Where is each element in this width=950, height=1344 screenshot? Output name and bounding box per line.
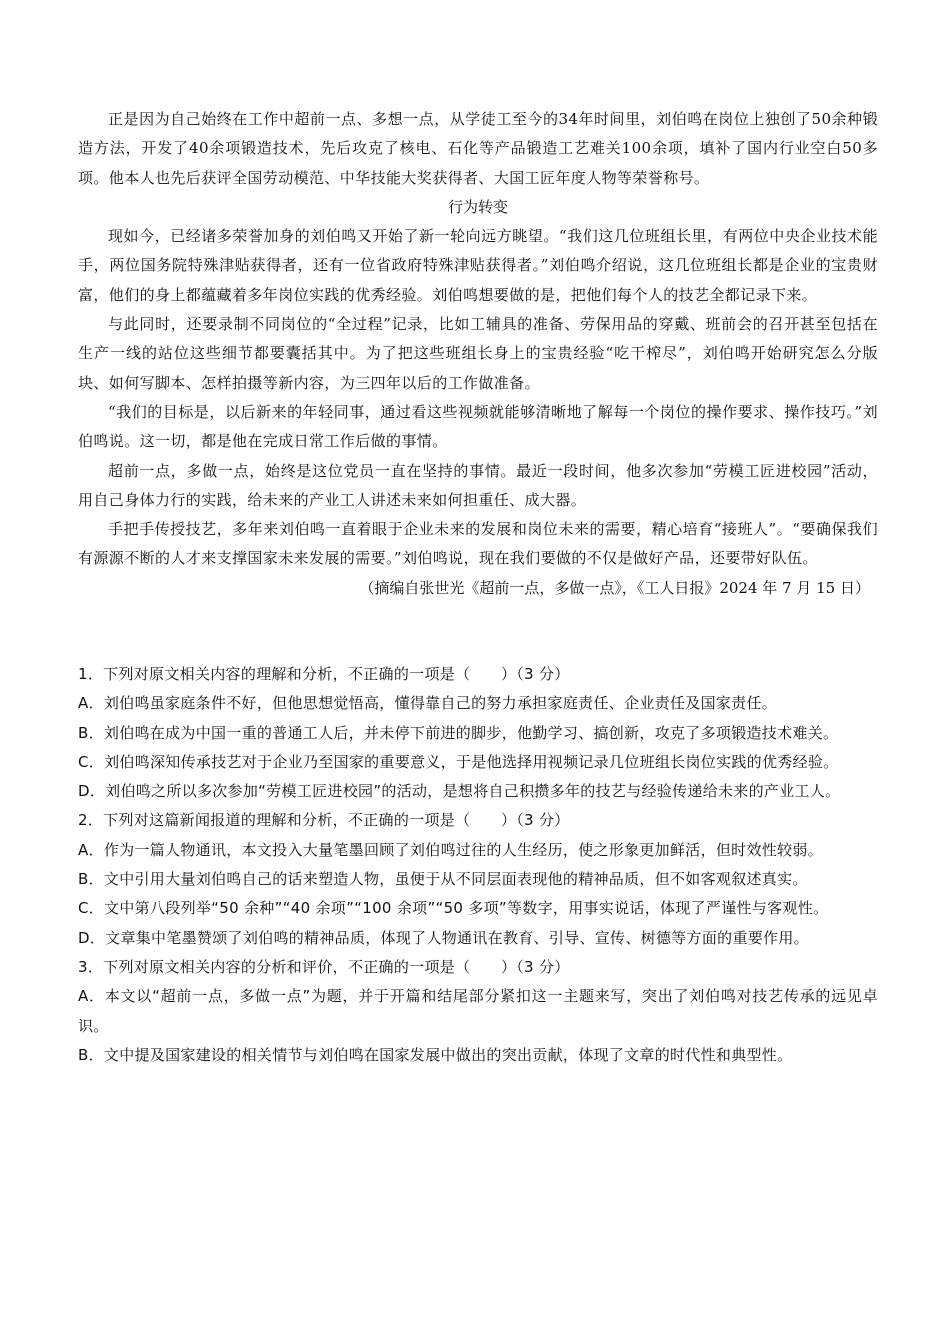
article-paragraph: 正是因为自己始终在工作中超前一点、多想一点，从学徒工至今的34年时间里，刘伯鸣在岗位上独创了50余种锻造方法，开发了40余项锻造技术，先后攻克了核电、石化等产品锻造工艺难关100余项，填补了国内行业空白50多项。他本人也先后获评全国劳动模范、中华技能大奖获得者、大国工匠年度人物等荣誉称号。 (78, 110, 878, 187)
question-1 (78, 660, 878, 806)
article-paragraph: “我们的目标是，以后新来的年轻同事，通过看这些视频就能够清晰地了解每一个岗位的操作要求、操作技巧。”刘伯鸣说。这一切，都是他在完成日常工作后做的事情。 (78, 402, 878, 451)
option-c: C．文中第八段列举“50 余种”“40 余项”“100 余项”“50 多项”等数字，用事实说话，体现了严谨性与客观性。 (78, 899, 829, 918)
option-a: A．作为一篇人物通讯，本文投入大量笔墨回顾了刘伯鸣过往的人生经历，使之形象更加鲜活，但时效性较弱。 (78, 840, 823, 859)
option-b: B．刘伯鸣在成为中国一重的普通工人后，并未停下前进的脚步，他勤学习、搞创新，攻克了多项锻造技术难关。 (78, 723, 839, 742)
option-a: A．刘伯鸣虽家庭条件不好，但他思想觉悟高，懂得靠自己的努力承担家庭责任、企业责任及国家责任。 (78, 694, 778, 713)
article-paragraph: 手把手传授技艺，多年来刘伯鸣一直着眼于企业未来的发展和岗位未来的需要，精心培育“接班人”。“要确保我们有源源不断的人才来支撑国家未来发展的需要。”刘伯鸣说，现在我们要做的不仅是做好产品，还要带好队伍。 (78, 520, 878, 568)
option-b: B．文中提及国家建设的相关情节与刘伯鸣在国家发展中做出的突出贡献，体现了文章的时代性和典型性。 (78, 1045, 793, 1064)
question-stem: 1．下列对原文相关内容的理解和分析，不正确的一项是（ ）（3 分） (78, 665, 570, 683)
option-d: D．文章集中笔墨赞颂了刘伯鸣的精神品质，体现了人物通讯在教育、引导、宣传、树德等方面的重要作用。 (78, 928, 809, 947)
article-paragraph: 与此同时，还要录制不同岗位的“全过程”记录，比如工辅具的准备、劳保用品的穿戴、班前会的召开甚至包括在生产一线的站位这些细节都要囊括其中。为了把这些班组长身上的宝贵经验“吃干榨尽”，刘伯鸣开始研究怎么分版块、如何写脚本、怎样拍摄等新内容，为三四年以后的工作做准备。 (78, 315, 878, 392)
option-c: C．刘伯鸣深知传承技艺对于企业乃至国家的重要意义，于是他选择用视频记录几位班组长岗位实践的优秀经验。 (78, 752, 839, 771)
question-stem: 3．下列对原文相关内容的分析和评价，不正确的一项是（ ）（3 分） (78, 957, 570, 976)
section-title: 行为转变 (447, 197, 508, 216)
article-paragraph: 超前一点，多做一点，始终是这位党员一直在坚持的事情。最近一段时间，他多次参加“劳模工匠进校园”活动，用自己身体力行的实践，给未来的产业工人讲述未来如何担重任、成大器。 (78, 461, 878, 509)
article-body (78, 105, 878, 603)
article-paragraph: 现如今，已经诸多荣誉加身的刘伯鸣又开始了新一轮向远方眺望。“我们这几位班组长里，有两位中央企业技术能手，两位国务院特殊津贴获得者，还有一位省政府特殊津贴获得者。”刘伯鸣介绍说，这几位班组长都是企业的宝贵财富，他们的身上都蕴藏着多年岗位实践的优秀经验。刘伯鸣想要做的是，把他们每个人的技艺全都记录下来。 (78, 227, 878, 304)
option-d: D．刘伯鸣之所以多次参加“劳模工匠进校园”的活动，是想将自己积攒多年的技艺与经验传递给未来的产业工人。 (78, 782, 841, 801)
question-stem: 2．下列对这篇新闻报道的理解和分析，不正确的一项是（ ）（3 分） (78, 811, 570, 830)
option-b: B．文中引用大量刘伯鸣自己的话来塑造人物，虽便于从不同层面表现他的精神品质，但不如客观叙述真实。 (78, 870, 808, 889)
question-2 (78, 806, 878, 952)
question-3 (78, 953, 878, 1070)
article-source: （摘编自张世光《超前一点，多做一点》，《工人日报》2024 年 7 月 15 日） (359, 578, 870, 597)
question-list (78, 660, 878, 1070)
option-a: A．本文以“超前一点，多做一点”为题，并于开篇和结尾部分紧扣这一主题来写，突出了刘伯鸣对技艺传承的远见卓识。 (78, 987, 878, 1035)
